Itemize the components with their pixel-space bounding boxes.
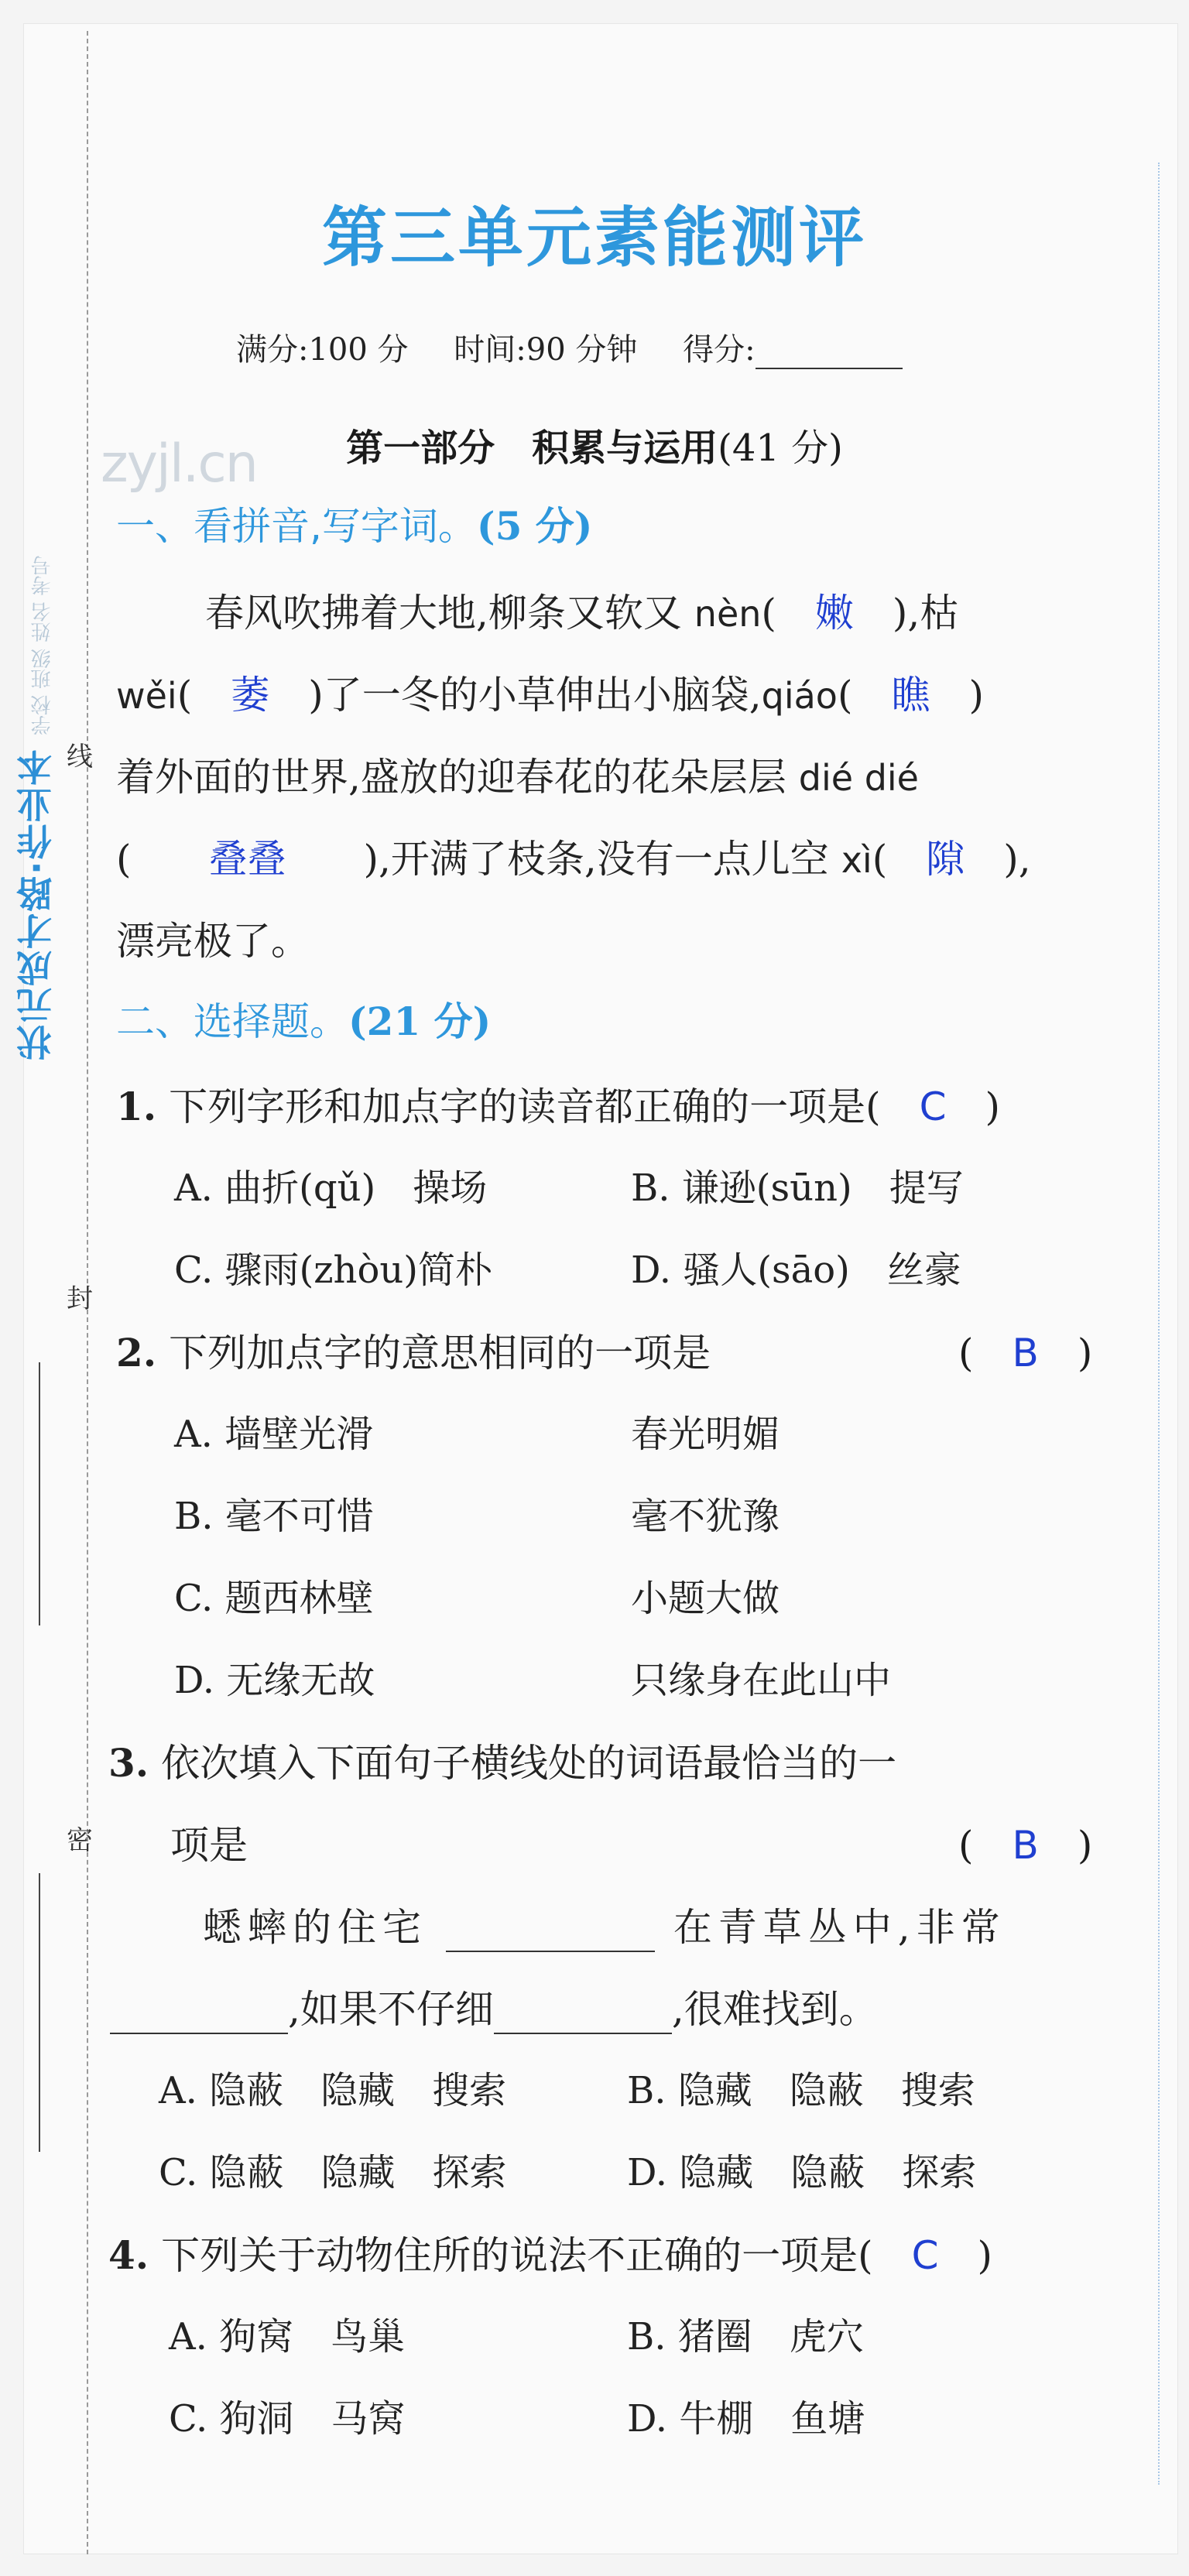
side-student-info: 学校 班级 姓名 考号 xyxy=(31,555,54,735)
answer-text: 嫩 xyxy=(814,591,854,635)
q3-option-c: C. 隐蔽 隐藏 探索 xyxy=(159,2151,507,2194)
answer-text: 隙 xyxy=(926,837,965,882)
q1-option-b: B. 谦逊(sūn) 提写 xyxy=(631,1166,964,1210)
question-3-sentence-2 xyxy=(110,1978,878,2034)
q2-option-d-right: 只缘身在此山中 xyxy=(631,1659,892,1702)
text: ),枯 xyxy=(892,591,959,635)
q2-option-a-right: 春光明媚 xyxy=(631,1413,780,1456)
passage-line-3 xyxy=(116,746,919,802)
side-id-line xyxy=(39,1873,40,2152)
passage-line-4: ( 叠叠 ),开满了枝条,没有一点儿空 xì( 隙 ), xyxy=(116,837,1031,882)
text: 下列字形和加点字的读音都正确的一项是 xyxy=(169,1084,866,1129)
q1-option-c: C. 骤雨(zhòu)简朴 xyxy=(174,1249,493,1292)
answer-text: 瞧 xyxy=(891,673,930,718)
q2-option-a-left: A. 墙壁光滑 xyxy=(174,1413,374,1456)
part-title-text: 第一部分 积累与运用 xyxy=(346,426,718,470)
pinyin: nèn xyxy=(694,593,762,635)
section-2-label: 二、选择题。 xyxy=(116,999,348,1044)
q2-option-d-left: D. 无缘无故 xyxy=(174,1659,375,1702)
score-blank[interactable] xyxy=(756,337,903,369)
section-2-heading xyxy=(116,991,491,1046)
answer-text: C xyxy=(911,2233,939,2278)
pinyin: dié dié xyxy=(798,757,919,799)
passage-line-1: 春风吹拂着大地,柳条又软又 nèn( 嫩 ),枯 xyxy=(205,591,959,635)
part-title xyxy=(0,418,1189,471)
exam-meta xyxy=(236,325,938,369)
question-3-stem xyxy=(108,1732,896,1788)
fill-blank-2[interactable] xyxy=(110,1994,288,2034)
q3-option-b: B. 隐藏 隐蔽 搜索 xyxy=(627,2069,975,2112)
binding-mark-mi: 密 xyxy=(67,1825,93,1856)
page-title: 第三单元素能测评 xyxy=(321,199,867,276)
section-1-heading xyxy=(116,495,592,551)
question-4-stem: 4. 下列关于动物住所的说法不正确的一项是( C ) xyxy=(108,2232,993,2278)
score-label: 得分: xyxy=(683,332,756,368)
q3-option-d: D. 隐藏 隐蔽 探索 xyxy=(627,2151,977,2194)
binding-mark-xian: 线 xyxy=(67,742,93,772)
part-points: (41 分) xyxy=(718,426,843,470)
question-2-stem xyxy=(116,1322,711,1378)
text: ,很难找到。 xyxy=(671,1987,878,2032)
text: 春风吹拂着大地,柳条又软又 xyxy=(205,591,694,635)
exam-time: 时间:90 分钟 xyxy=(454,332,638,368)
question-1-stem: 1. 下列字形和加点字的读音都正确的一项是( C ) xyxy=(116,1084,1001,1129)
pinyin: xì xyxy=(841,839,872,881)
question-3-stem-cont: 项是 xyxy=(170,1823,248,1868)
text: 蟋蟀的住宅 xyxy=(203,1905,427,1950)
q4-option-a: A. 狗窝 鸟巢 xyxy=(169,2315,406,2358)
q2-option-b-left: B. 毫不可惜 xyxy=(174,1495,374,1538)
watermark: zyjl.cn xyxy=(101,433,257,495)
q2-option-c-left: C. 题西林壁 xyxy=(174,1577,374,1620)
answer-text: B xyxy=(1012,1823,1039,1868)
section-2-points: (21 分) xyxy=(348,999,492,1044)
q3-option-a: A. 隐蔽 隐藏 搜索 xyxy=(159,2069,507,2112)
text: ,如果不仔细 xyxy=(288,1987,494,2032)
text: 下列关于动物住所的说法不正确的一项是 xyxy=(161,2233,858,2278)
question-number: 3. xyxy=(108,1740,149,1786)
question-number: 4. xyxy=(108,2232,149,2278)
text: ),开满了枝条,没有一点儿空 xyxy=(363,837,841,882)
binding-mark-feng: 封 xyxy=(67,1283,93,1314)
answer-text: B xyxy=(1012,1331,1039,1375)
question-2-answer: ( B ) xyxy=(958,1331,1093,1375)
full-score: 满分:100 分 xyxy=(236,332,409,368)
text: )了一冬的小草伸出小脑袋, xyxy=(308,673,762,718)
pinyin: wěi xyxy=(116,675,177,717)
text: 下列加点字的意思相同的一项是 xyxy=(169,1331,711,1375)
passage-line-5: 漂亮极了。 xyxy=(116,919,310,964)
side-name-line xyxy=(39,1362,40,1625)
q4-option-b: B. 猪圈 虎穴 xyxy=(627,2315,864,2358)
q2-option-c-right: 小题大做 xyxy=(631,1577,780,1620)
question-3-answer: ( B ) xyxy=(958,1823,1093,1868)
q2-option-b-right: 毫不犹豫 xyxy=(631,1495,780,1538)
q4-option-c: C. 狗洞 马窝 xyxy=(169,2397,406,2441)
section-1-points: (5 分) xyxy=(476,503,593,549)
q4-option-d: D. 牛棚 鱼塘 xyxy=(627,2397,865,2441)
side-brand-logo: 状元成才路·作业本 xyxy=(15,748,57,1060)
fill-blank-3[interactable] xyxy=(494,1994,672,2034)
question-3-sentence-1 xyxy=(203,1896,1006,1952)
passage-line-2: wěi( 萎 )了一冬的小草伸出小脑袋,qiáo( 瞧 ) xyxy=(116,673,984,718)
answer-text: 叠叠 xyxy=(208,837,286,882)
q1-option-a: A. 曲折(qǔ) 操场 xyxy=(174,1166,488,1210)
pinyin: qiáo xyxy=(761,675,838,717)
question-number: 2. xyxy=(116,1330,157,1375)
text: 着外面的世界,盛放的迎春花的花朵层层 xyxy=(116,755,799,800)
text: 在青草丛中,非常 xyxy=(673,1905,1006,1950)
question-number: 1. xyxy=(116,1084,157,1129)
answer-text: 萎 xyxy=(231,673,270,718)
right-dotted-border xyxy=(1158,163,1160,2485)
answer-text: C xyxy=(919,1084,947,1129)
text: 依次填入下面句子横线处的词语最恰当的一 xyxy=(161,1741,897,1786)
section-1-label: 一、看拼音,写字词。 xyxy=(116,504,477,549)
fill-blank-1[interactable] xyxy=(446,1912,655,1952)
q1-option-d: D. 骚人(sāo) 丝豪 xyxy=(631,1249,961,1292)
